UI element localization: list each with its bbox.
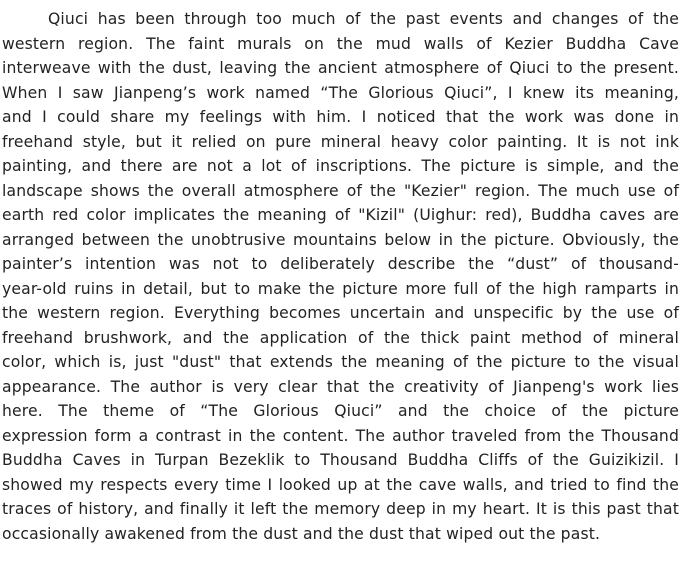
text-line: freehand style, but it relied on pure mineral heavy color painting. It is not ink — [2, 132, 679, 151]
text-line: Qiuci has been through too much of the past events and changes of the — [48, 10, 679, 28]
text-line: traces of history, and finally it left the memory deep in my heart. It is this past that — [2, 500, 679, 518]
text-line: Buddha Caves in Turpan Bezeklik to Thousand Buddha Cliffs of the Guizikizil. I — [2, 451, 679, 469]
text-line: When I saw Jianpeng’s work named “The Glorious Qiuci”, I knew its meaning, — [2, 83, 679, 102]
text-line: western region. The faint murals on the mud walls of Kezier Buddha Cave — [2, 34, 679, 53]
text-line: earth red color implicates the meaning of "Kizil" (Uighur: red), Buddha caves are — [2, 206, 679, 224]
text-line: and I could share my feelings with him. I noticed that the work was done in — [2, 108, 679, 126]
text-line: showed my respects every time I looked up at the cave walls, and tried to find the — [2, 475, 679, 494]
text-line: landscape shows the overall atmosphere of the "Kezier" region. The much use of — [2, 181, 679, 200]
document-paragraph — [2, 7, 679, 546]
text-line: occasionally awakened from the dust and the dust that wiped out the past. — [2, 524, 601, 543]
text-line: freehand brushwork, and the application of the thick paint method of mineral — [2, 328, 679, 347]
text-line: arranged between the unobtrusive mountains below in the picture. Obviously, the — [2, 230, 679, 249]
text-line: color, which is, just "dust" that extends the meaning of the picture to the visual — [2, 353, 679, 371]
text-line: painter’s intention was not to deliberately describe the “dust” of thousand- — [2, 255, 679, 273]
text-line: appearance. The author is very clear that the creativity of Jianpeng's work lies — [2, 377, 679, 396]
text-line: here. The theme of “The Glorious Qiuci” and the choice of the picture — [2, 402, 679, 420]
text-line: the western region. Everything becomes uncertain and unspecific by the use of — [2, 304, 679, 322]
text-line: interweave with the dust, leaving the ancient atmosphere of Qiuci to the present. — [2, 59, 679, 77]
text-line: expression form a contrast in the content. The author traveled from the Thousand — [2, 426, 679, 445]
text-line: painting, and there are not a lot of inscriptions. The picture is simple, and the — [2, 157, 679, 175]
text-line: year-old ruins in detail, but to make the picture more full of the high ramparts in — [2, 279, 679, 298]
